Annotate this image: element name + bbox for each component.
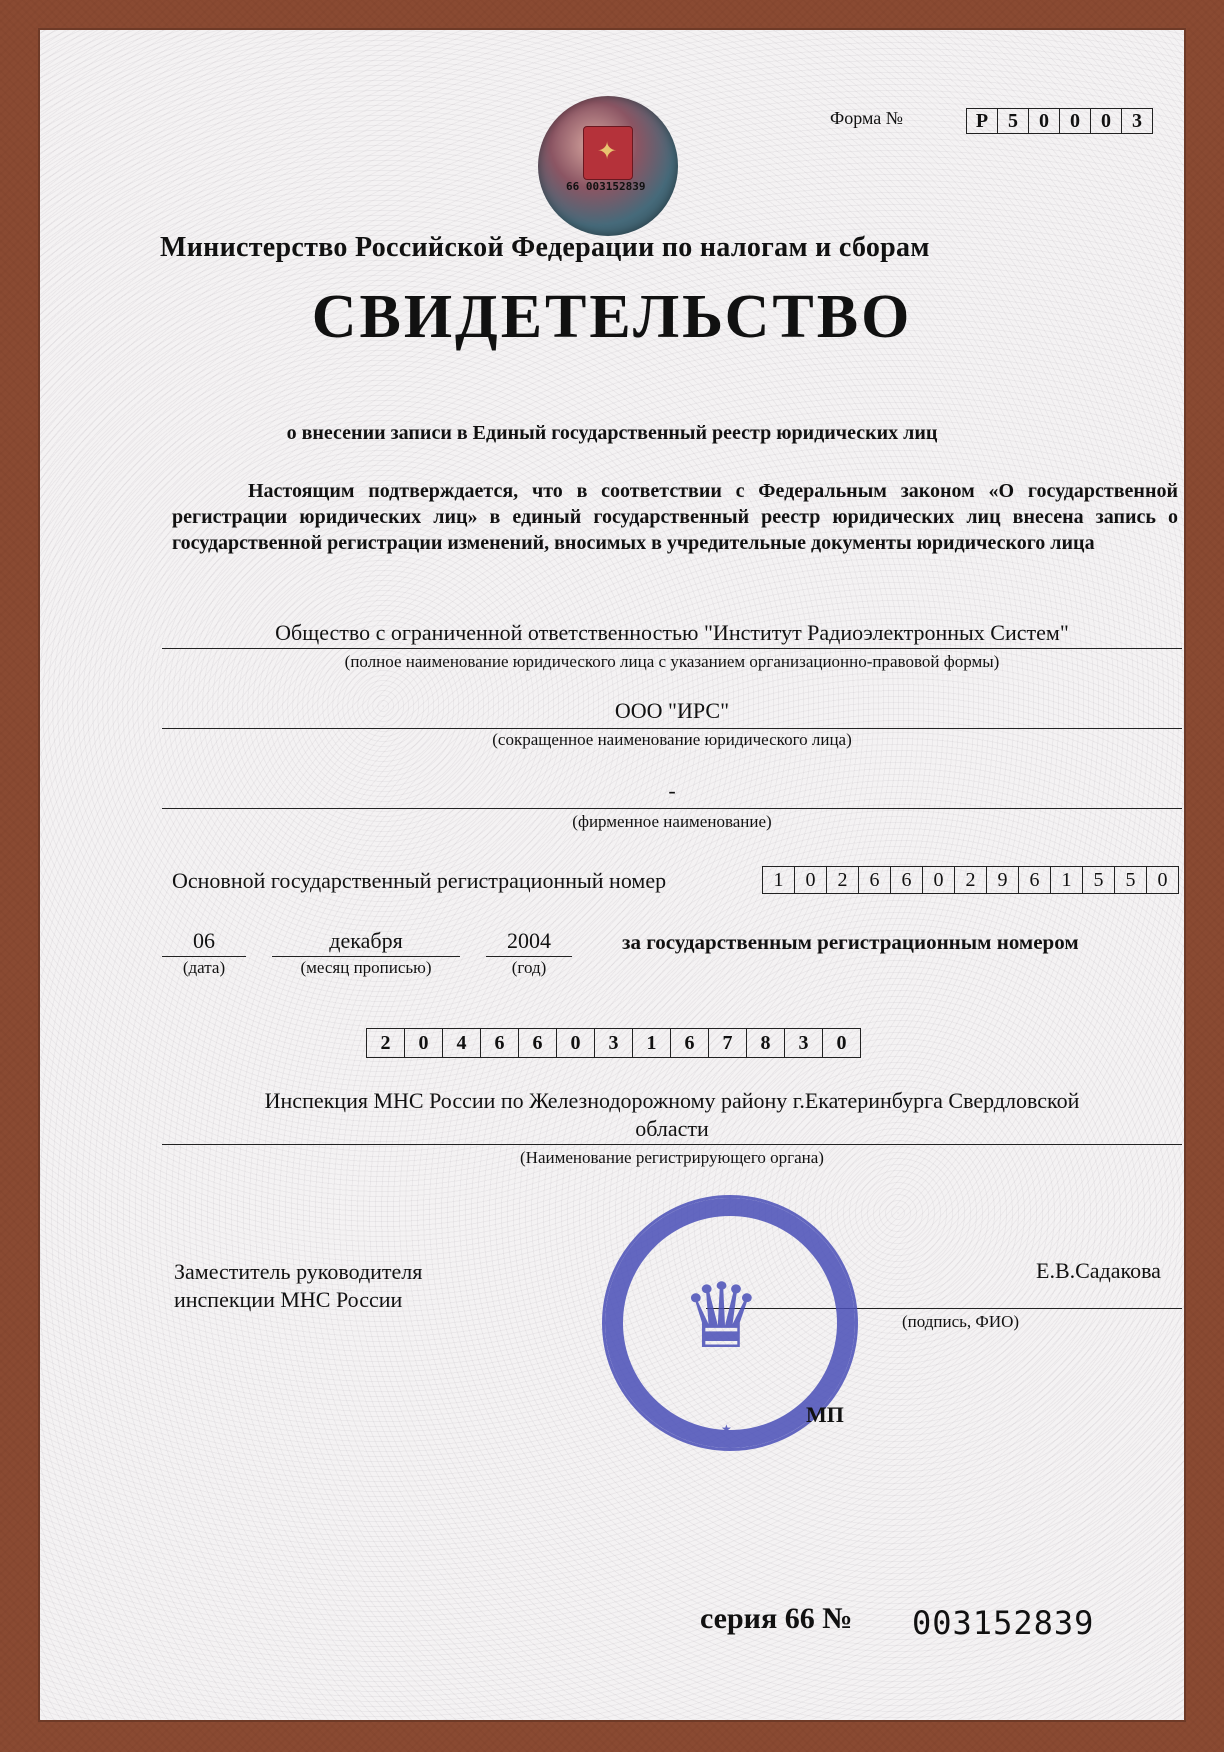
digit-cell: 2 (954, 866, 986, 894)
authority-line-1: Инспекция МНС России по Железнодорожному району г.Екатеринбурга Свердловской (264, 1088, 1080, 1113)
digit-cell: 0 (1146, 866, 1179, 894)
date-year-caption: (год) (511, 958, 547, 977)
brand-name-value: - (668, 778, 676, 803)
digit-cell: 0 (794, 866, 826, 894)
full-name-field (162, 620, 1182, 649)
full-name-caption: (полное наименование юридического лица с указанием организационно-правовой формы) (344, 652, 1000, 671)
registration-number-label: за государственным регистрационным номером (622, 930, 1079, 954)
document-subtitle: о внесении записи в Единый государственный реестр юридических лиц (286, 422, 938, 444)
digit-cell: 5 (997, 108, 1028, 134)
hologram-seal (538, 96, 678, 236)
digit-cell: 3 (784, 1028, 822, 1058)
digit-cell: Р (966, 108, 997, 134)
authority-line-2: области (635, 1116, 709, 1141)
authority-caption: (Наименование регистрирующего органа) (520, 1148, 824, 1167)
date-day-caption: (дата) (182, 958, 226, 977)
hologram-number: 66 003152839 (566, 180, 646, 193)
certification-paragraph (172, 478, 1178, 556)
ogrn-label: Основной государственный регистрационный номер (172, 868, 667, 893)
digit-cell: 2 (366, 1028, 404, 1058)
digit-cell: 6 (670, 1028, 708, 1058)
digit-cell: 7 (708, 1028, 746, 1058)
date-day-field (162, 928, 246, 957)
brand-name-caption: (фирменное наименование) (572, 812, 772, 831)
digit-cell: 6 (858, 866, 890, 894)
ogrn-number (762, 866, 1179, 894)
digit-cell: 5 (1114, 866, 1146, 894)
digit-cell: 0 (822, 1028, 861, 1058)
short-name-caption: (сокращенное наименование юридического лица) (492, 730, 852, 749)
signature-caption: (подпись, ФИО) (902, 1312, 1020, 1331)
date-year-value: 2004 (507, 928, 551, 953)
signatory-position-line-1: Заместитель руководителя (174, 1259, 423, 1284)
digit-cell: 9 (986, 866, 1018, 894)
grn-number (366, 1028, 861, 1058)
short-name-value: ООО "ИРС" (614, 698, 730, 723)
digit-cell: 6 (518, 1028, 556, 1058)
star-icon: ★ (721, 1422, 732, 1436)
digit-cell: 8 (746, 1028, 784, 1058)
certification-text: Настоящим подтверждается, что в соответствии с Федеральным законом «О государственной регистрации юридических лиц» в единый государственный реестр юридических лиц внесена запись о государственной регистрации изменений, вносимых в учредительные документы юридического лица (172, 480, 1178, 554)
digit-cell: 1 (762, 866, 794, 894)
full-name-value: Общество с ограниченной ответственностью "Институт Радиоэлектронных Систем" (275, 620, 1069, 645)
digit-cell: 1 (632, 1028, 670, 1058)
signatory-name: Е.В.Садакова (1036, 1258, 1161, 1283)
digit-cell: 5 (1082, 866, 1114, 894)
digit-cell: 2 (826, 866, 858, 894)
coat-of-arms-icon (583, 126, 633, 180)
series-label: серия 66 № (700, 1602, 853, 1635)
date-month-caption: (месяц прописью) (300, 958, 432, 977)
form-code (966, 108, 1153, 134)
digit-cell: 6 (890, 866, 922, 894)
date-day-value: 06 (193, 928, 215, 953)
date-year-field (486, 928, 572, 957)
digit-cell: 0 (404, 1028, 442, 1058)
ministry-name: Министерство Российской Федерации по налогам и сборам (160, 232, 930, 263)
signatory-position-line-2: инспекции МНС России (174, 1287, 403, 1312)
stamp-place-label: МП (806, 1402, 844, 1427)
serial-number: 003152839 (912, 1604, 1095, 1642)
digit-cell: 0 (1059, 108, 1090, 134)
digit-cell: 0 (556, 1028, 594, 1058)
brand-name-field (162, 778, 1182, 809)
digit-cell: 0 (1090, 108, 1121, 134)
digit-cell: 6 (480, 1028, 518, 1058)
digit-cell: 6 (1018, 866, 1050, 894)
digit-cell: 0 (922, 866, 954, 894)
signatory-position (174, 1258, 422, 1314)
date-month-field (272, 928, 460, 957)
short-name-field (162, 698, 1182, 729)
digit-cell: 3 (594, 1028, 632, 1058)
digit-cell: 0 (1028, 108, 1059, 134)
date-month-value: декабря (329, 928, 403, 953)
eagle-emblem-icon: ♛ (681, 1268, 762, 1367)
authority-field (162, 1116, 1182, 1145)
form-label: Форма № (830, 108, 903, 128)
digit-cell: 3 (1121, 108, 1153, 134)
digit-cell: 1 (1050, 866, 1082, 894)
digit-cell: 4 (442, 1028, 480, 1058)
document-title: СВИДЕТЕЛЬСТВО (311, 283, 913, 351)
